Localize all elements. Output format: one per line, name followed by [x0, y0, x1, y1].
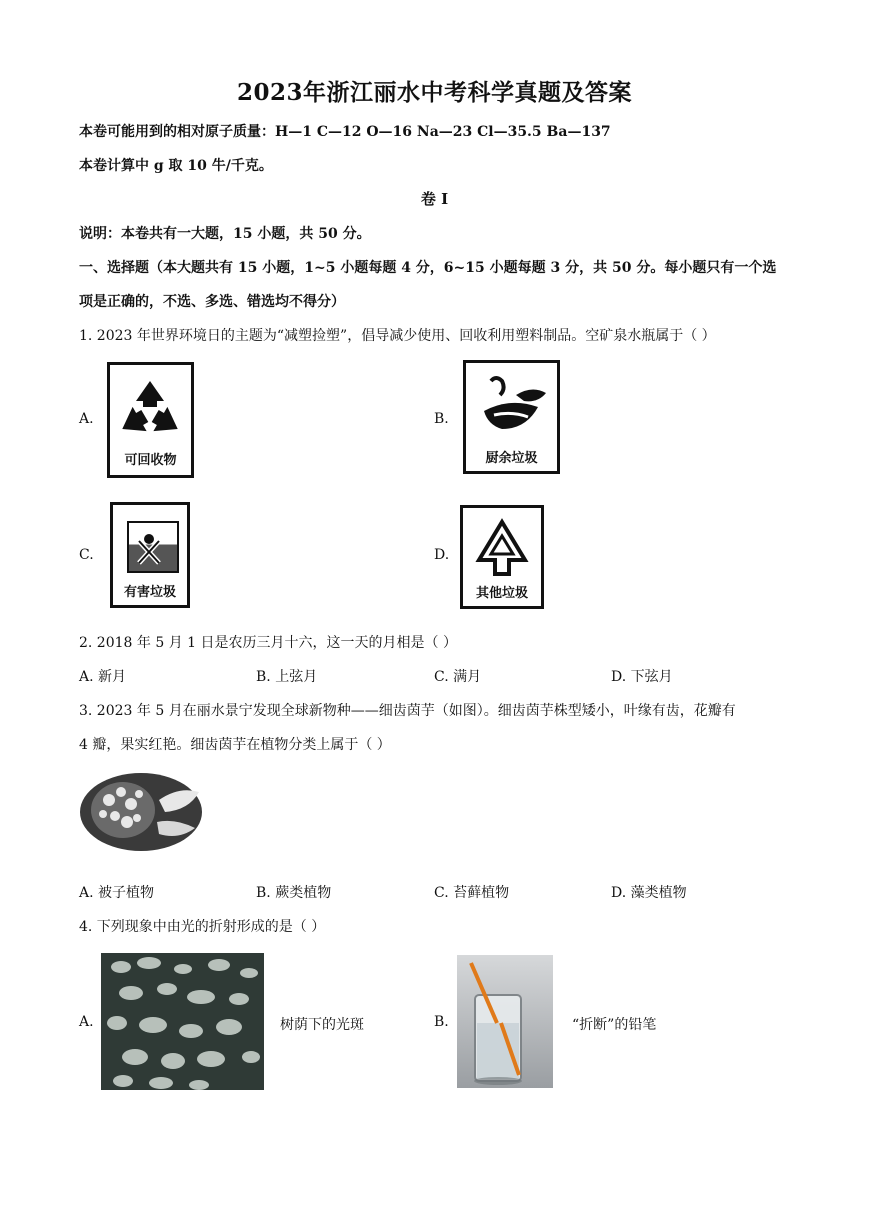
q2-option-b: B. 上弦月 [256, 669, 318, 685]
q2-option-a: A. 新月 [79, 669, 127, 685]
light-spots-photo [101, 953, 264, 1090]
section-heading-line1: 一、选择题（本大题共有 15 小题，1~5 小题每题 4 分，6~15 小题每题 3 分，共 50 分。每小题只有一个选 [79, 260, 777, 276]
q1-option-c-letter: C. [79, 547, 94, 563]
q1-option-d-letter: D. [434, 547, 450, 563]
q1-option-b-sign [463, 360, 560, 474]
sign-label: 可回收物 [124, 453, 177, 468]
q4-option-b-caption: “折断”的铅笔 [572, 1017, 657, 1033]
food-waste-icon [466, 367, 557, 447]
q1-option-d-sign [460, 505, 544, 609]
q4-option-a-letter: A. [79, 1014, 94, 1030]
atomic-mass-note: 本卷可能用到的相对原子质量：H—1 C—12 O—16 Na—23 Cl—35.5 Ba—137 [79, 124, 611, 140]
question-3-stem-line2: 4 瓣，果实红艳。细齿茵芋在植物分类上属于（ ） [79, 737, 391, 753]
question-4-stem: 4. 下列现象中由光的折射形成的是（ ） [79, 919, 326, 935]
question-1-stem: 1. 2023 年世界环境日的主题为“减塑捡塑”，倡导减少使用、回收利用塑料制品。空矿泉水瓶属于（ ） [79, 328, 716, 344]
q1-option-a-sign [107, 362, 194, 478]
q1-option-c-sign [110, 502, 190, 608]
q3-option-b: B. 蕨类植物 [256, 885, 332, 901]
q4-option-b-letter: B. [434, 1014, 449, 1030]
q3-option-a: A. 被子植物 [79, 885, 155, 901]
q1-option-a-letter: A. [79, 411, 94, 427]
q1-option-b-letter: B. [434, 411, 449, 427]
plant-photo [79, 770, 203, 852]
sign-label: 厨余垃圾 [485, 451, 538, 466]
pencil-in-glass-photo [457, 955, 553, 1088]
sign-label: 有害垃圾 [123, 585, 176, 600]
question-3-stem-line1: 3. 2023 年 5 月在丽水景宁发现全球新物种——细齿茵芋（如图）。细齿茵芋株型矮小，叶缘有齿，花瓣有 [79, 703, 736, 719]
other-waste-icon [463, 512, 541, 582]
gravity-note: 本卷计算中 g 取 10 牛/千克。 [79, 158, 273, 174]
q3-option-c: C. 苔藓植物 [434, 885, 510, 901]
q3-option-d: D. 藻类植物 [611, 885, 687, 901]
section-heading-line2: 项是正确的，不选、多选、错选均不得分） [79, 294, 345, 310]
question-2-stem: 2. 2018 年 5 月 1 日是农历三月十六，这一天的月相是（ ） [79, 635, 457, 651]
sign-label: 其他垃圾 [475, 586, 528, 601]
page-title: 2023年浙江丽水中考科学真题及答案 [236, 79, 632, 106]
recycle-icon [110, 371, 191, 451]
volume-heading: 卷 I [420, 190, 449, 208]
hazardous-icon [113, 511, 187, 581]
q2-option-d: D. 下弦月 [611, 669, 673, 685]
q4-option-a-caption: 树荫下的光斑 [280, 1017, 364, 1033]
instructions: 说明：本卷共有一大题，15 小题，共 50 分。 [79, 226, 371, 242]
q2-option-c: C. 满月 [434, 669, 482, 685]
